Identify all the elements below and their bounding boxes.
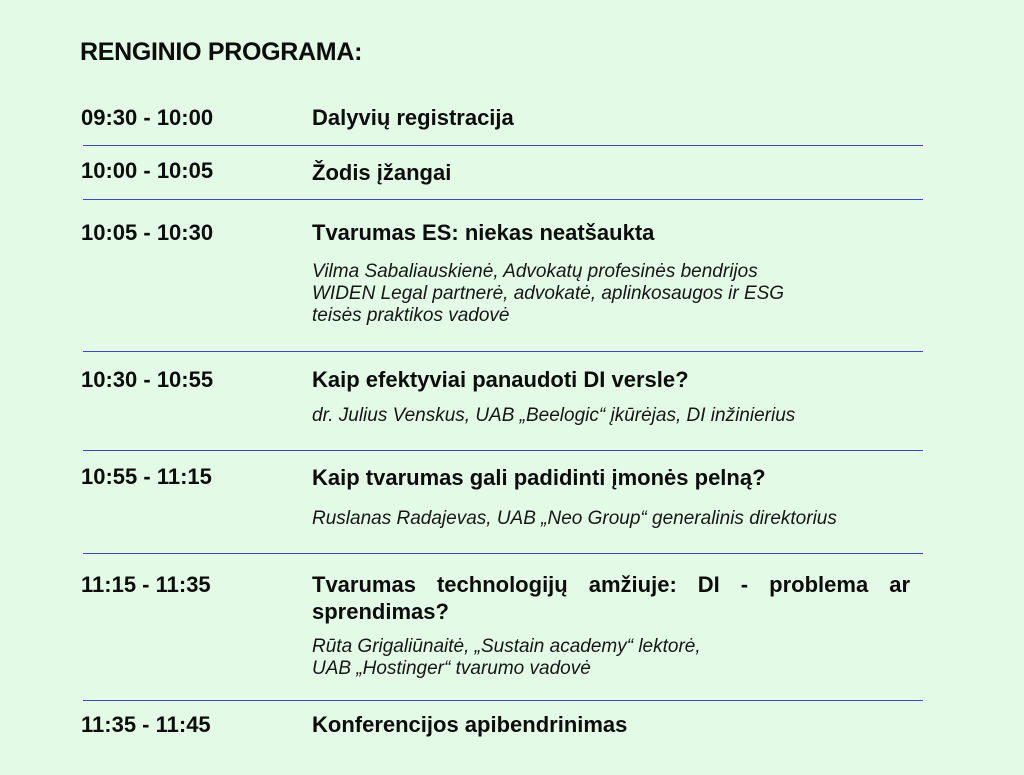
session-time: 11:35 - 11:45 <box>81 712 211 737</box>
session-time: 10:00 - 10:05 <box>81 158 214 183</box>
session-time: 10:55 - 11:15 <box>81 464 212 489</box>
session-title: Dalyvių registracija <box>312 105 514 130</box>
session-speaker: Vilma Sabaliauskienė, Advokatų profesinės bendrijos WIDEN Legal partnerė, advokatė, aplinkosaugos ir ESG teisės praktikos vadovė <box>312 261 785 326</box>
divider <box>83 145 923 146</box>
divider <box>83 351 923 352</box>
session-speaker: Ruslanas Radajevas, UAB „Neo Group“ generalinis direktorius <box>312 508 837 529</box>
divider <box>83 553 923 554</box>
session-time: 09:30 - 10:00 <box>81 105 214 130</box>
divider <box>83 700 923 701</box>
session-title: Žodis įžangai <box>312 160 452 185</box>
session-time: 11:15 - 11:35 <box>81 572 211 597</box>
divider <box>83 199 923 200</box>
session-time: 10:05 - 10:30 <box>81 220 214 245</box>
session-time: 10:30 - 10:55 <box>81 367 214 392</box>
session-title: Konferencijos apibendrinimas <box>312 712 628 737</box>
page-title: RENGINIO PROGRAMA: <box>80 38 363 66</box>
session-title: Tvarumas ES: niekas neatšaukta <box>312 220 655 245</box>
session-title: Kaip tvarumas gali padidinti įmonės pelną? <box>312 465 766 490</box>
session-title: Kaip efektyviai panaudoti DI versle? <box>312 367 689 392</box>
session-title: Tvarumas technologijų amžiuje: DI - problema ar sprendimas? <box>312 572 910 624</box>
divider <box>83 450 923 451</box>
session-speaker: Rūta Grigaliūnaitė, „Sustain academy“ lektorė, UAB „Hostinger“ tvarumo vadovė <box>312 636 701 679</box>
session-speaker: dr. Julius Venskus, UAB „Beelogic“ įkūrėjas, DI inžinierius <box>312 405 796 426</box>
